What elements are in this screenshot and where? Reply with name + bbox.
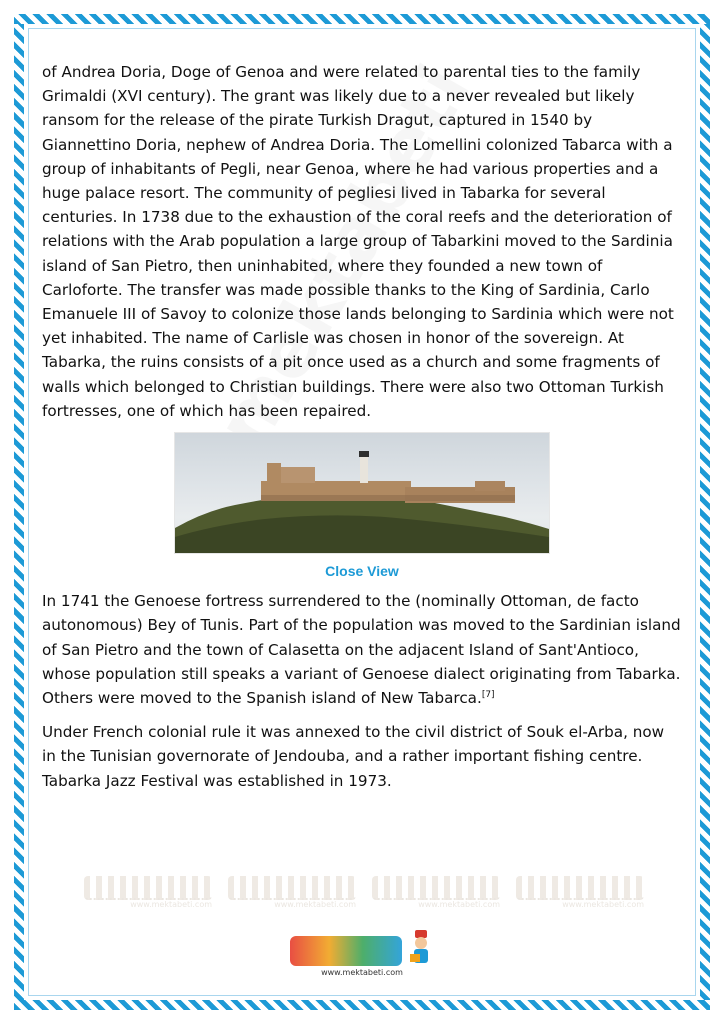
watermark-logo-mark bbox=[228, 876, 356, 900]
watermark-url: www.mektabeti.com bbox=[562, 900, 644, 909]
article-body bbox=[42, 60, 682, 793]
watermark-logo bbox=[84, 876, 212, 910]
watermark-logo-mark bbox=[372, 876, 500, 900]
logo-wordmark bbox=[290, 936, 402, 966]
watermark-url: www.mektabeti.com bbox=[418, 900, 500, 909]
citation-link[interactable]: [7] bbox=[481, 690, 495, 700]
watermark-logo-mark bbox=[84, 876, 212, 900]
article-paragraph-2-text: In 1741 the Genoese fortress surrendered to the (nominally Ottoman, de facto autonomous) Bey of Tunis. Part of the population was moved to the Sardinian island of San Pietro and the town of Calasetta on the adjacent Island of Sant'Antioco, whose population still speaks a variant of Genoese dialect originating from Tabarka. Others were moved to the Spanish island of New Tabarca. bbox=[42, 592, 681, 708]
watermark-url: www.mektabeti.com bbox=[130, 900, 212, 909]
watermark-logo bbox=[516, 876, 644, 910]
logo-url: www.mektabeti.com bbox=[321, 968, 403, 977]
logo-mascot-icon bbox=[406, 930, 436, 970]
fortress-illustration bbox=[175, 433, 549, 553]
watermark-logo bbox=[228, 876, 356, 910]
article-paragraph-1: of Andrea Doria, Doge of Genoa and were related to parental ties to the family Grimaldi (XVI century). The grant was likely due to a never revealed but likely ransom for the release of the pirate Turkish Dragut, captured in 1540 by Giannettino Doria, nephew of Andrea Doria. The Lomellini colonized Tabarca with a group of inhabitants of Pegli, near Genoa, where he had various properties and a huge palace resort. The community of pegliesi lived in Tabarka for several centuries. In 1738 due to the exhaustion of the coral reefs and the deterioration of relations with the Arab population a large group of Tabarkini moved to the Sardinia island of San Pietro, then uninhabited, where they founded a new town of Carloforte. The transfer was made possible thanks to the King of Sardinia, Carlo Emanuele III of Savoy to colonize those lands belonging to Sardinia which were not yet inhabited. The name of Carlisle was chosen in honor of the sovereign. At Tabarka, the ruins consists of a pit once used as a church and some fragments of walls which belonged to Christian buildings. There were also two Ottoman Turkish fortresses, one of which has been repaired. bbox=[42, 63, 674, 420]
watermark-row bbox=[84, 876, 644, 912]
article-figure bbox=[42, 433, 682, 583]
watermark-url: www.mektabeti.com bbox=[274, 900, 356, 909]
site-logo[interactable] bbox=[282, 930, 442, 980]
fortress-photo bbox=[175, 433, 549, 553]
article-paragraph-3: Under French colonial rule it was annexed to the civil district of Souk el-Arba, now in the Tunisian governorate of Jendouba, and a rather important fishing centre. Tabarka Jazz Festival was established in 1973. bbox=[42, 723, 665, 790]
figure-caption: Close View bbox=[325, 563, 399, 580]
watermark-logo bbox=[372, 876, 500, 910]
article-paragraph-2 bbox=[42, 589, 682, 710]
watermark-logo-mark bbox=[516, 876, 644, 900]
